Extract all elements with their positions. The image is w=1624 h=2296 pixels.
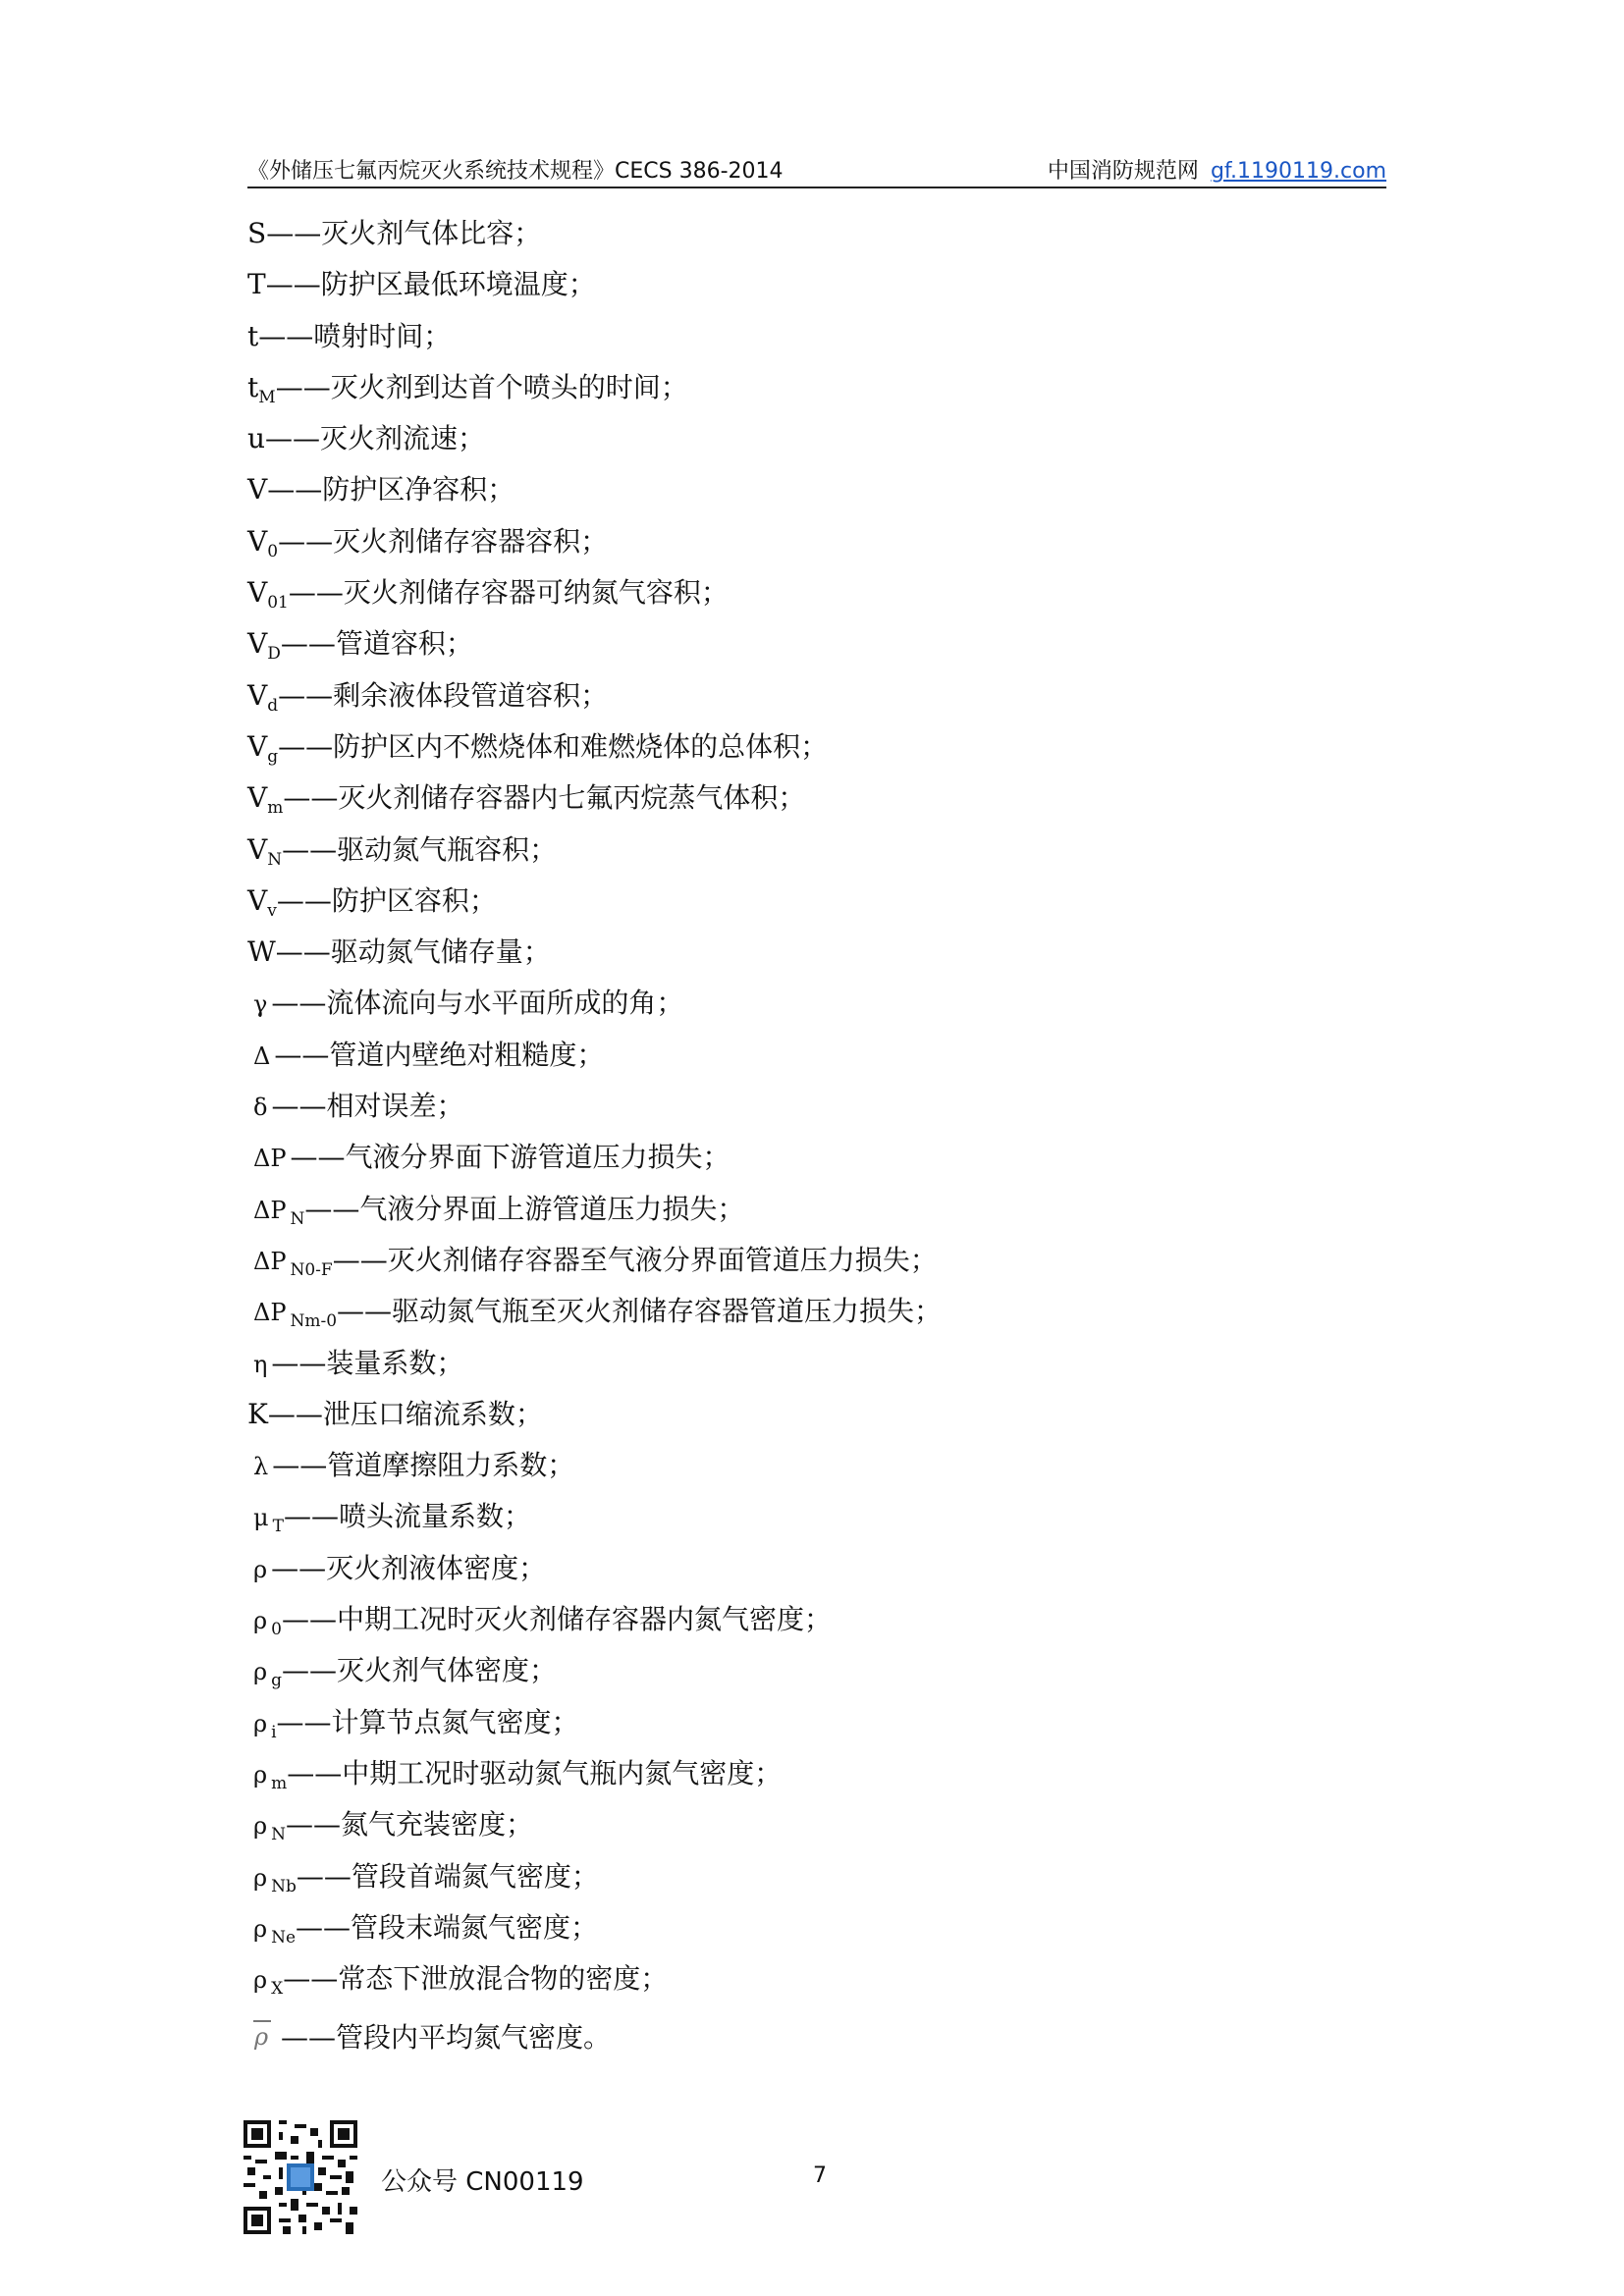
symbol-description: ——装量系数； [271,1346,464,1379]
symbol-subscript: N [290,1208,305,1229]
symbol-name: K [247,1397,268,1430]
symbol-entry [247,1338,942,1389]
symbol-description: ——灭火剂储存容器内七氟丙烷蒸气体积； [283,781,806,815]
symbol-entry [247,1594,942,1645]
symbol-name: λ [253,1453,269,1481]
symbol-name: ρ [253,1812,268,1841]
symbol-entry [247,670,942,721]
symbol-subscript: m [271,1773,288,1793]
symbol-description: ——管道内壁绝对粗糙度； [274,1038,605,1071]
symbol-description: ——灭火剂液体密度； [271,1551,547,1584]
symbol-name: V [247,883,268,917]
symbol-entry [247,825,942,876]
symbol-name: V [247,781,268,815]
symbol-description: ——气液分界面下游管道压力损失； [290,1141,731,1174]
symbol-entry [247,1953,942,2004]
symbol-name: ρ [253,1863,268,1892]
symbol-entry [247,208,942,259]
symbol-name: S [247,217,267,249]
symbol-entry [247,1184,942,1235]
symbol-subscript: v [267,900,277,921]
symbol-entry [247,1902,942,1953]
symbol-description: ——喷头流量系数； [283,1500,531,1533]
symbol-name: ΔP [253,1299,287,1327]
symbol-name: ρ [253,1607,268,1635]
symbol-subscript: m [267,798,284,819]
symbol-entry [247,1645,942,1696]
svg-text:ρ: ρ [254,2023,269,2052]
symbol-name: V [247,576,268,610]
symbol-description: ——灭火剂储存容器容积； [278,524,609,558]
page-header [247,155,1386,188]
symbol-entry [247,464,942,515]
symbol-name: T [247,268,266,301]
symbol-description: ——灭火剂到达首个喷头的时间； [275,370,688,403]
symbol-name: t [247,319,259,352]
symbol-entry [247,1851,942,1902]
symbol-description: ——灭火剂气体比容； [266,217,542,249]
document-title: 《外储压七氟丙烷灭火系统技术规程》CECS 386-2014 [247,159,784,184]
symbol-entry [247,516,942,567]
symbol-entry-mean-density [247,2012,942,2063]
symbol-name: t [247,370,259,403]
symbol-entry [247,1748,942,1799]
symbol-description: ——驱动氮气瓶至灭火剂储存容器管道压力损失； [337,1295,943,1328]
symbol-name: ρ [253,1709,268,1737]
symbol-description: ——管段内平均氮气密度。 [281,2021,612,2055]
symbol-description: ——防护区容积； [276,883,497,917]
symbol-name: ΔP [253,1247,287,1275]
symbol-entry [247,311,942,362]
symbol-description: ——计算节点氮气密度； [276,1705,579,1738]
symbol-entry [247,1440,942,1491]
symbol-description: ——相对误差； [271,1090,464,1123]
symbol-name: ΔP [253,1196,287,1224]
symbol-subscript: i [271,1722,277,1742]
rho-bar-glyph [247,2017,277,2051]
symbol-description: ——灭火剂流速； [265,422,486,455]
symbol-entry [247,1491,942,1542]
symbol-description: ——气液分界面上游管道压力损失； [304,1192,745,1225]
symbol-subscript: Nm-0 [290,1311,338,1332]
symbol-description: ——喷射时间； [258,319,452,352]
symbol-description: ——防护区最低环境温度； [265,268,596,301]
official-account-label: 公众号 CN00119 [381,2167,584,2197]
symbol-subscript: g [267,746,279,767]
symbol-name: V [247,627,268,661]
symbol-name: ρ [253,1966,268,1995]
symbol-subscript: N [271,1825,286,1845]
symbol-name: V [247,473,268,507]
symbol-description: ——常态下泄放混合物的密度； [283,1962,669,1996]
symbol-name: W [247,935,276,969]
symbol-subscript: X [271,1979,284,2000]
symbol-entry [247,721,942,773]
symbol-entry [247,618,942,669]
symbol-name: ΔP [253,1145,287,1173]
symbol-subscript: Ne [271,1927,297,1948]
symbol-description: ——灭火剂气体密度； [282,1654,558,1687]
symbol-subscript: g [271,1671,282,1691]
symbol-entry [247,259,942,310]
symbol-name: ρ [253,1555,268,1583]
symbol-description: ——中期工况时驱动氮气瓶内氮气密度； [287,1756,783,1789]
symbol-description: ——管段首端氮气密度； [296,1859,599,1893]
site-name: 中国消防规范网 [1047,159,1199,184]
page-footer [244,2120,1382,2238]
symbol-entry [247,1799,942,1850]
symbol-entry [247,876,942,927]
symbol-subscript: 0 [267,541,279,561]
symbol-description: ——管道摩擦阻力系数； [272,1449,575,1482]
symbol-description: ——流体流向与水平面所成的角； [271,987,684,1020]
symbol-subscript: T [272,1517,284,1537]
symbol-entry [247,1030,942,1081]
symbol-entry [247,362,942,413]
symbol-name: ρ [253,1914,268,1943]
symbol-list [247,208,942,2064]
symbol-entry [247,773,942,824]
symbol-entry [247,1543,942,1594]
symbol-name: V [247,832,268,866]
symbol-description: ——驱动氮气瓶容积； [282,832,558,866]
symbol-name: V [247,729,268,763]
symbol-description: ——灭火剂储存容器可纳氮气容积； [288,576,729,610]
page-number: 7 [813,2163,827,2188]
symbol-description: ——管段末端氮气密度； [296,1910,599,1944]
symbol-subscript: 01 [267,593,289,614]
symbol-name: ρ [253,1658,268,1686]
symbol-entry [247,1081,942,1132]
site-info [1048,154,1386,185]
symbol-name: V [247,524,268,558]
symbol-name: V [247,678,268,712]
symbol-entry [247,1697,942,1748]
qr-code-icon [244,2120,357,2234]
symbol-subscript: d [267,695,279,716]
symbol-description: ——驱动氮气储存量； [275,935,551,969]
symbol-entry [247,1235,942,1286]
symbol-name: μ [253,1504,269,1532]
symbol-name: Δ [253,1041,271,1070]
symbol-description: ——管道容积； [280,627,473,661]
site-url-link[interactable]: gf.1190119.com [1210,159,1386,184]
symbol-description: ——氮气充装密度； [285,1808,533,1842]
symbol-subscript: 0 [271,1620,282,1640]
symbol-description: ——剩余液体段管道容积； [278,678,609,712]
symbol-entry [247,1389,942,1440]
symbol-subscript: N0-F [290,1259,333,1280]
symbol-description: ——防护区内不燃烧体和难燃烧体的总体积； [278,729,829,763]
symbol-subscript: Nb [271,1876,297,1896]
symbol-name: ρ [253,1760,268,1789]
symbol-name: δ [253,1094,268,1122]
symbol-description: ——中期工况时灭火剂储存容器内氮气密度； [281,1603,832,1636]
symbol-description: ——泄压口缩流系数； [267,1397,543,1430]
symbol-description: ——防护区净容积； [267,473,515,507]
symbol-entry [247,1132,942,1183]
symbol-name: γ [253,990,268,1019]
symbol-subscript: N [267,849,283,870]
symbol-name: η [253,1350,268,1378]
symbol-subscript: D [267,644,281,665]
symbol-entry [247,978,942,1029]
symbol-entry [247,413,942,464]
symbol-entry [247,567,942,618]
rho-bar-symbol [247,2017,277,2051]
symbol-entry [247,927,942,978]
symbol-subscript: M [258,387,276,407]
symbol-entry [247,1286,942,1337]
symbol-name: u [247,422,266,455]
symbol-description: ——灭火剂储存容器至气液分界面管道压力损失； [332,1243,938,1276]
